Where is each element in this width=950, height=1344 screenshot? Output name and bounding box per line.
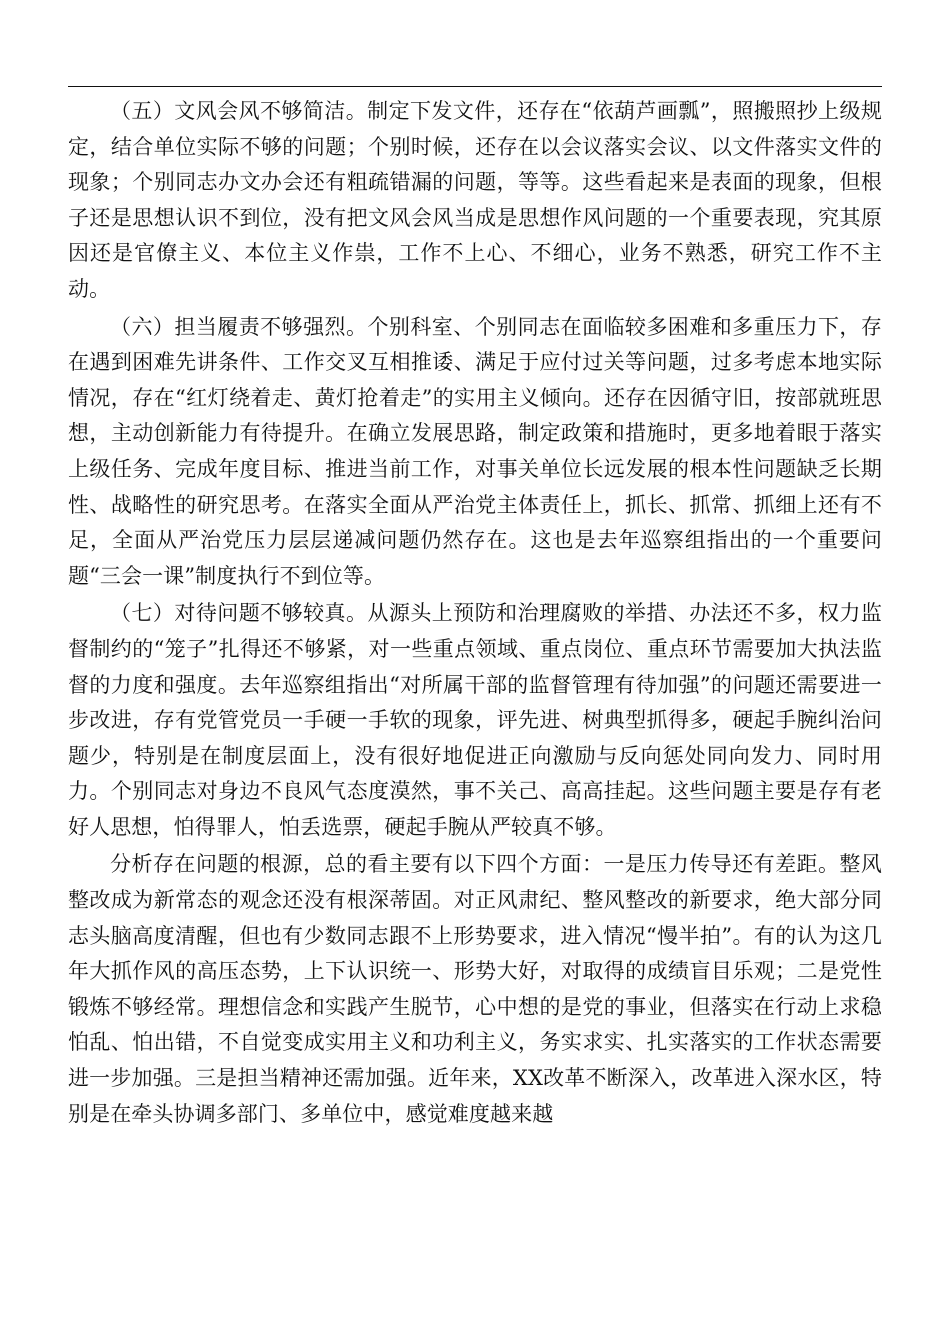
- paragraph-root-cause-analysis: 分析存在问题的根源，总的看主要有以下四个方面：一是压力传导还有差距。整风整改成为新常态的观念还没有根深蒂固。对正风肃纪、整风整改的新要求，绝大部分同志头脑高度清醒，但也有少数同志跟不上形势要求，进入情况“慢半拍”。有的认为这几年大抓作风的高压态势，上下认识统一、形势大好，对取得的成绩盲目乐观；二是党性锻炼不够经常。理想信念和实践产生脱节，心中想的是党的事业，但落实在行动上求稳怕乱、怕出错，不自觉变成实用主义和功利主义，务实求实、扎实落实的工作状态需要进一步加强。三是担当精神还需加强。近年来，XX改革不断深入，改革进入深水区，特别是在牵头协调多部门、多单位中，感觉难度越来越: [68, 852, 882, 1126]
- paragraph-five-writing-meeting-style: （五）文风会风不够简洁。制定下发文件，还存在“依葫芦画瓢”，照搬照抄上级规定，结合单位实际不够的问题；个别时候，还存在以会议落实会议、以文件落实文件的现象；个别同志办文办会还有粗疏错漏的问题，等等。这些看起来是表面的现象，但根子还是思想认识不到位，没有把文风会风当成是思想作风问题的一个重要表现，究其原因还是官僚主义、本位主义作祟，工作不上心、不细心，业务不熟悉，研究工作不主动。: [68, 99, 882, 301]
- document-page: [68, 0, 882, 1344]
- document-body: [68, 94, 882, 1132]
- paragraph-seven-problem-handling: （七）对待问题不够较真。从源头上预防和治理腐败的举措、办法还不多，权力监督制约的“笼子”扎得还不够紧，对一些重点领域、重点岗位、重点环节需要加大执法监督的力度和强度。去年巡察组指出“对所属干部的监督管理有待加强”的问题还需要进一步改进，存有党管党员一手硬一手软的现象，评先进、树典型抓得多，硬起手腕纠治问题少，特别是在制度层面上，没有很好地促进正向激励与反向惩处同向发力、同时用力。个别同志对身边不良风气态度漠然，事不关己、高高挂起。这些问题主要是存有老好人思想，怕得罪人，怕丢选票，硬起手腕从严较真不够。: [68, 601, 882, 839]
- paragraph-six-responsibility: （六）担当履责不够强烈。个别科室、个别同志在面临较多困难和多重压力下，存在遇到困难先讲条件、工作交叉互相推诿、满足于应付过关等问题，过多考虑本地实际情况，存在“红灯绕着走、黄灯抢着走”的实用主义倾向。还存在因循守旧，按部就班思想，主动创新能力有待提升。在确立发展思路，制定政策和措施时，更多地着眼于落实上级任务、完成年度目标、推进当前工作，对事关单位长远发展的根本性问题缺乏长期性、战略性的研究思考。在落实全面从严治党主体责任上，抓长、抓常、抓细上还有不足，全面从严治党压力层层递减问题仍然存在。这也是去年巡察组指出的一个重要问题“三会一课”制度执行不到位等。: [68, 314, 882, 588]
- header-rule: [68, 86, 882, 87]
